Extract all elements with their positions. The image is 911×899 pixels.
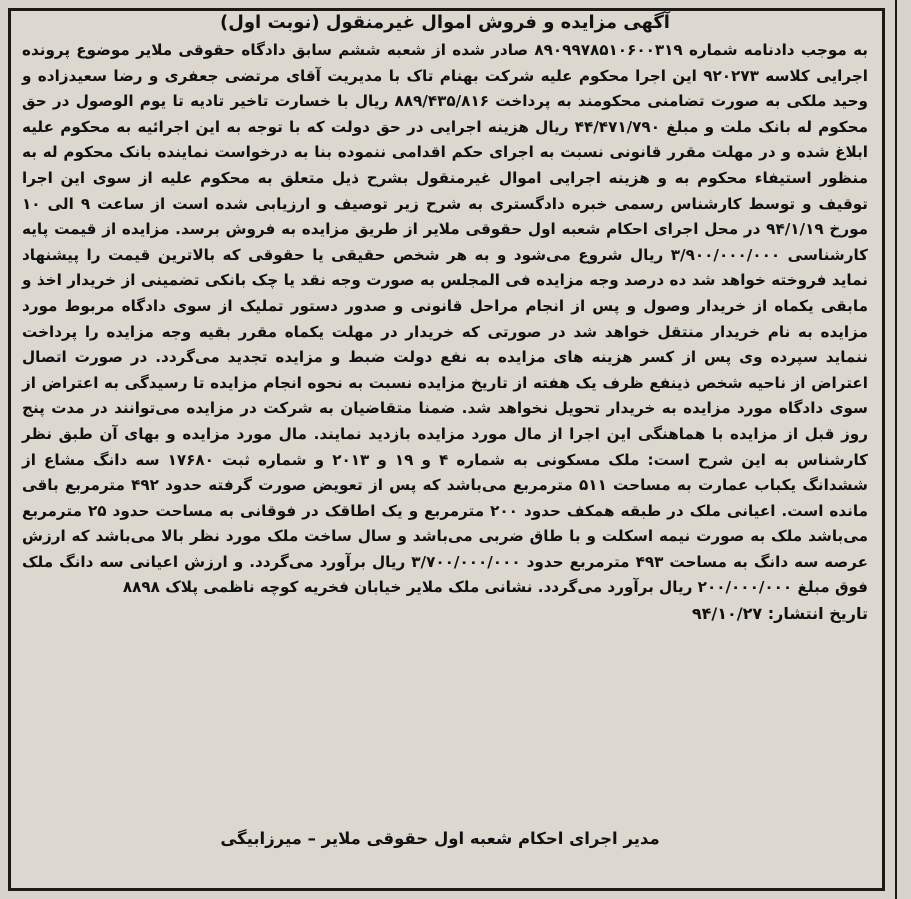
auction-notice (22, 10, 868, 627)
notice-body: به موجب دادنامه شماره ۸۹۰۹۹۷۸۵۱۰۶۰۰۳۱۹ صادر شده از شعبه ششم سابق دادگاه حقوقی ملایر موضوع پرونده اجرایی کلاسه ۹۲۰۲۷۳ این اجرا محکوم علیه شرکت بهنام تاک با مدیریت آقای مرتضی جعفری و رضا سعیدزاده و وحید ملکی به صورت تضامنی محکومند به پرداخت ۸۸۹/۴۳۵/۸۱۶ ریال با خسارت تاخیر تادیه تا یوم الوصول در حق محکوم له بانک ملت و مبلغ ۴۴/۴۷۱/۷۹۰ ریال هزینه اجرایی در حق دولت که با توجه به این اجرائیه به محکوم علیه ابلاغ شده و در مهلت مقرر قانونی نسبت به اجرای حکم اقدامی ننموده بنا به درخواست نماینده بانک محکوم له به منظور استیفاء محکوم به و هزینه اجرایی اموال غیرمنقول بشرح ذیل متعلق به محکوم علیه از سوی این اجرا توقیف و توسط کارشناس رسمی خبره دادگستری به شرح زیر توصیف و ارزیابی شده است از ساعت ۹ الی ۱۰ مورخ ۹۴/۱/۱۹ در محل اجرای احکام شعبه اول حقوقی ملایر از طریق مزایده به فروش برسد. مزایده از قیمت پایه کارشناسی ۳/۹۰۰/۰۰۰/۰۰۰ ریال شروع می‌شود و به هر شخص حقیقی یا حقوقی که بالاترین قیمت را پیشنهاد نماید فروخته خواهد شد ده درصد وجه مزایده فی المجلس به صورت وجه نقد یا چک بانکی تضمینی از خریدار اخذ و مابقی یکماه از خریدار وصول و پس از انجام مراحل قانونی و صدور دستور تملیک از سوی دادگاه مربوط مورد مزایده به نام خریدار منتقل خواهد شد در صورتی که خریدار در مهلت یکماه مقرر بقیه وجه مزایده را پرداخت ننماید سپرده وی پس از کسر هزینه های مزایده به نفع دولت ضبط و مزایده تجدید می‌گردد. در صورت اتصال اعتراض از ناحیه شخص ذینفع ظرف یک هفته از تاریخ مزایده نسبت به نحوه انجام مزایده تا رسیدگی به اعتراض از سوی دادگاه مورد مزایده به خریدار تحویل نخواهد شد. ضمنا متقاضیان به شرکت در مزایده می‌توانند در مدت پنج روز قبل از مزایده با هماهنگی این اجرا از مال مورد مزایده بازدید نمایند. مال مورد مزایده و بهای آن طبق نظر کارشناس به این شرح است: ملک مسکونی به شماره ۴ و ۱۹ و ۲۰۱۳ و شماره ثبت ۱۷۶۸۰ سه دانگ مشاع از ششدانگ یکباب عمارت به مساحت ۵۱۱ مترمربع می‌باشد که پس از تعویض صورت گرفته حدود ۴۹۲ مترمربع باقی مانده است. اعیانی ملک در طبقه همکف حدود ۲۰۰ مترمربع و یک اطاقک در فوقانی به مساحت حدود ۲۵ مترمربع می‌باشد ملک به صورت نیمه اسکلت و با طاق ضربی می‌باشد و سال ساخت ملک مورد نظر بالا می‌باشد که ارزش عرصه سه دانگ به مساحت ۴۹۳ مترمربع حدود ۳/۷۰۰/۰۰۰/۰۰۰ ریال برآورد می‌گردد. و ارزش اعیانی سه دانگ ملک فوق مبلغ ۲۰۰/۰۰۰/۰۰۰ ریال برآورد می‌گردد. نشانی ملک ملایر خیابان فخریه کوچه ناظمی پلاک ۸۸۹۸ (22, 41, 869, 597)
signature-line: مدیر اجرای احکام شعبه اول حقوقی ملایر – میرزابیگی (220, 829, 660, 848)
column-divider (895, 0, 897, 899)
publish-date: تاریخ انتشار: ۹۴/۱۰/۲۷ (691, 604, 868, 624)
notice-title: آگهی مزایده و فروش اموال غیرمنقول (نوبت اول) (220, 12, 670, 33)
